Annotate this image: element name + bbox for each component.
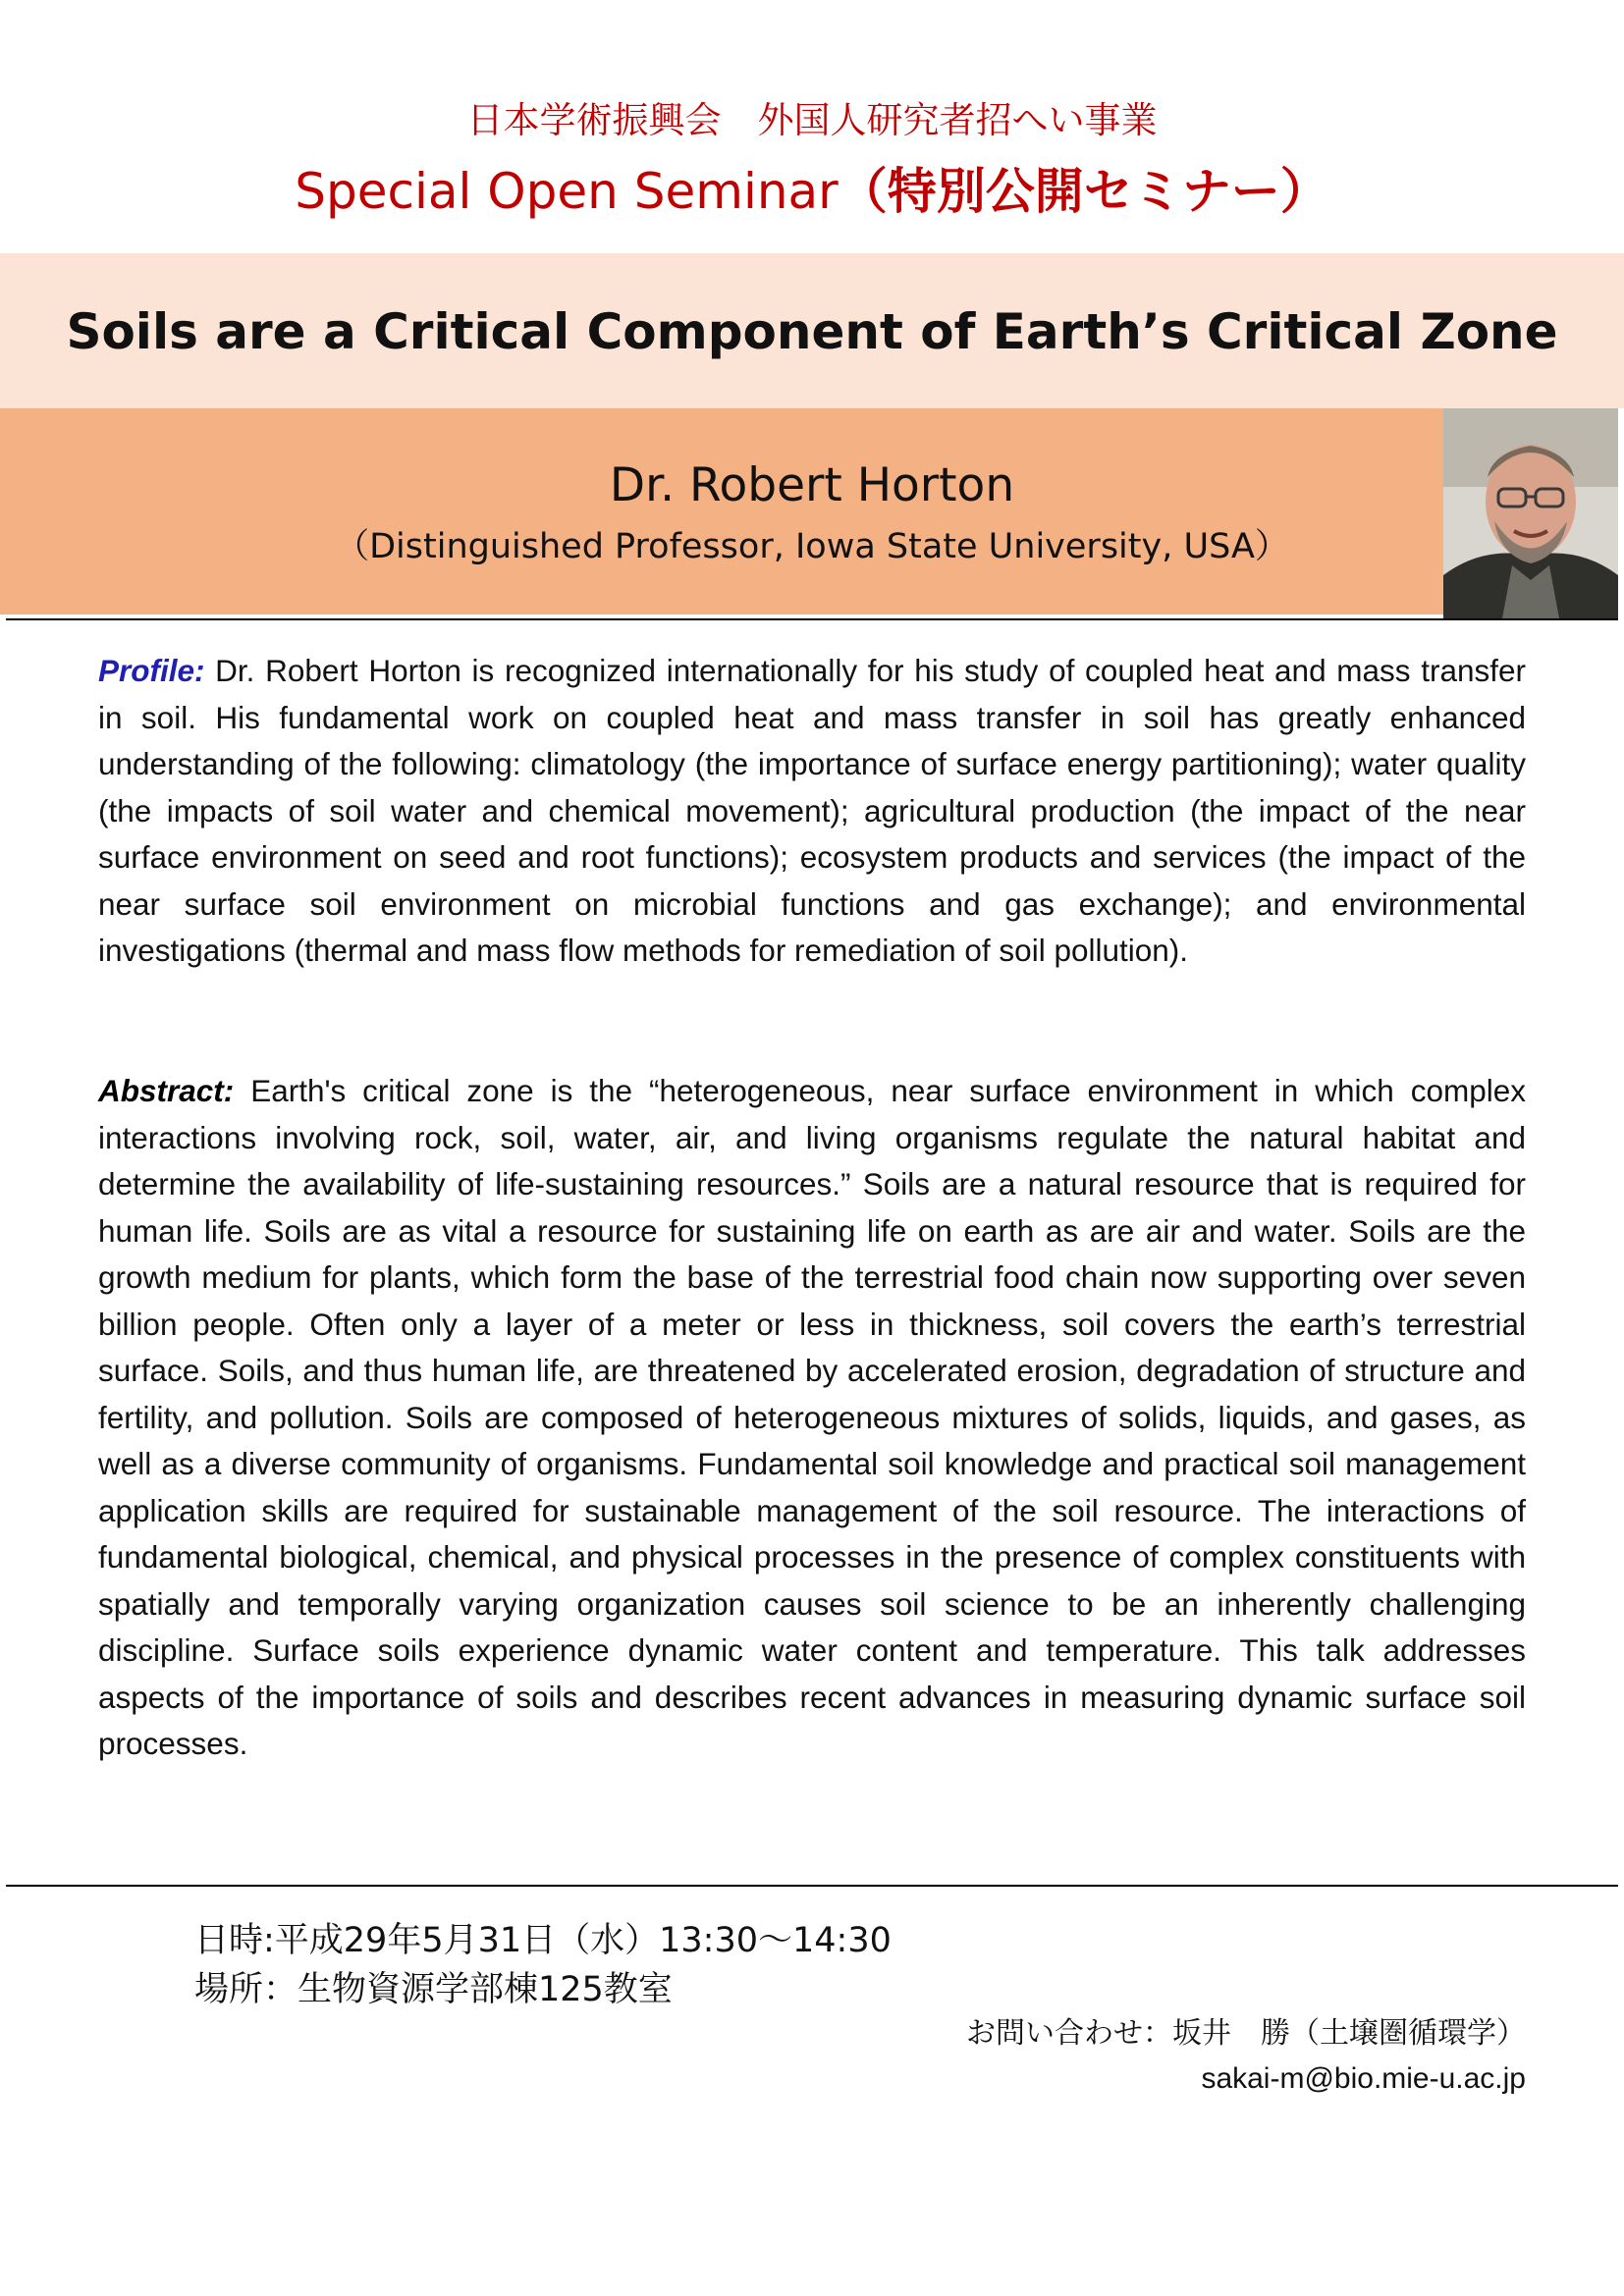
profile-label: Profile: [98, 653, 205, 688]
profile-text: Dr. Robert Horton is recognized internationally for his study of coupled heat and mass transfer in soil. His fundamental work on coupled heat and mass transfer in soil has greatly enhanced understanding of the following: climatology (the importance of surface energy partitioning); water quality (the impacts of soil water and chemical movement); agricultural production (the impact of the near surface environment on seed and root functions); ecosystem products and services (the impact of the near surface soil environment on microbial functions and gas exchange); and environmental investigations (thermal and mass flow methods for remediation of soil pollution). [98, 653, 1526, 968]
speaker-photo [1443, 408, 1618, 618]
seminar-heading-ja: （特別公開セミナー） [838, 163, 1329, 220]
divider-top [6, 618, 1618, 620]
contact-line: お問い合わせ：坂井 勝（土壌圏循環学） [966, 2016, 1526, 2051]
contact-email[interactable]: sakai-m@bio.mie-u.ac.jp [1201, 2062, 1526, 2095]
profile-paragraph [98, 648, 1526, 975]
organization-heading: 日本学術振興会 外国人研究者招へい事業 [466, 99, 1158, 141]
speaker-portrait-image [1443, 408, 1618, 618]
abstract-label: Abstract: [98, 1073, 235, 1108]
seminar-heading-en: Special Open Seminar [295, 163, 839, 220]
event-datetime: 日時:平成29年5月31日（水）13:30～14:30 [194, 1921, 892, 1960]
seminar-heading [0, 157, 1624, 226]
speaker-affiliation: （Distinguished Professor, Iowa State University, USA） [335, 527, 1289, 566]
divider-bottom [6, 1885, 1618, 1887]
talk-title: Soils are a Critical Component of Earth’s Critical Zone [66, 303, 1558, 360]
abstract-paragraph [98, 1068, 1526, 1768]
speaker-name: Dr. Robert Horton [609, 458, 1015, 512]
abstract-text: Earth's critical zone is the “heterogeneous, near surface environment in which complex interactions involving rock, soil, water, air, and living organisms regulate the natural habitat and determine the availability of life-sustaining resources.” Soils are a natural resource that is required for human life. Soils are as vital a resource for sustaining life on earth as are air and water. Soils are the growth medium for plants, which form the base of the terrestrial food chain now supporting over seven billion people. Often only a layer of a meter or less in thickness, soil covers the earth’s terrestrial surface. Soils, and thus human life, are threatened by accelerated erosion, degradation of structure and fertility, and pollution. Soils are composed of heterogeneous mixtures of solids, liquids, and gases, as well as a diverse community of organisms. Fundamental soil knowledge and practical soil management application skills are required for sustainable management of the soil resource. The interactions of fundamental biological, chemical, and physical processes in the presence of complex constituents with spatially and temporally varying organization causes soil science to be an inherently challenging discipline. Surface soils experience dynamic water content and temperature. This talk addresses aspects of the importance of soils and describes recent advances in measuring dynamic surface soil processes. [98, 1073, 1526, 1761]
event-place: 場所：生物資源学部棟125教室 [194, 1970, 673, 2009]
